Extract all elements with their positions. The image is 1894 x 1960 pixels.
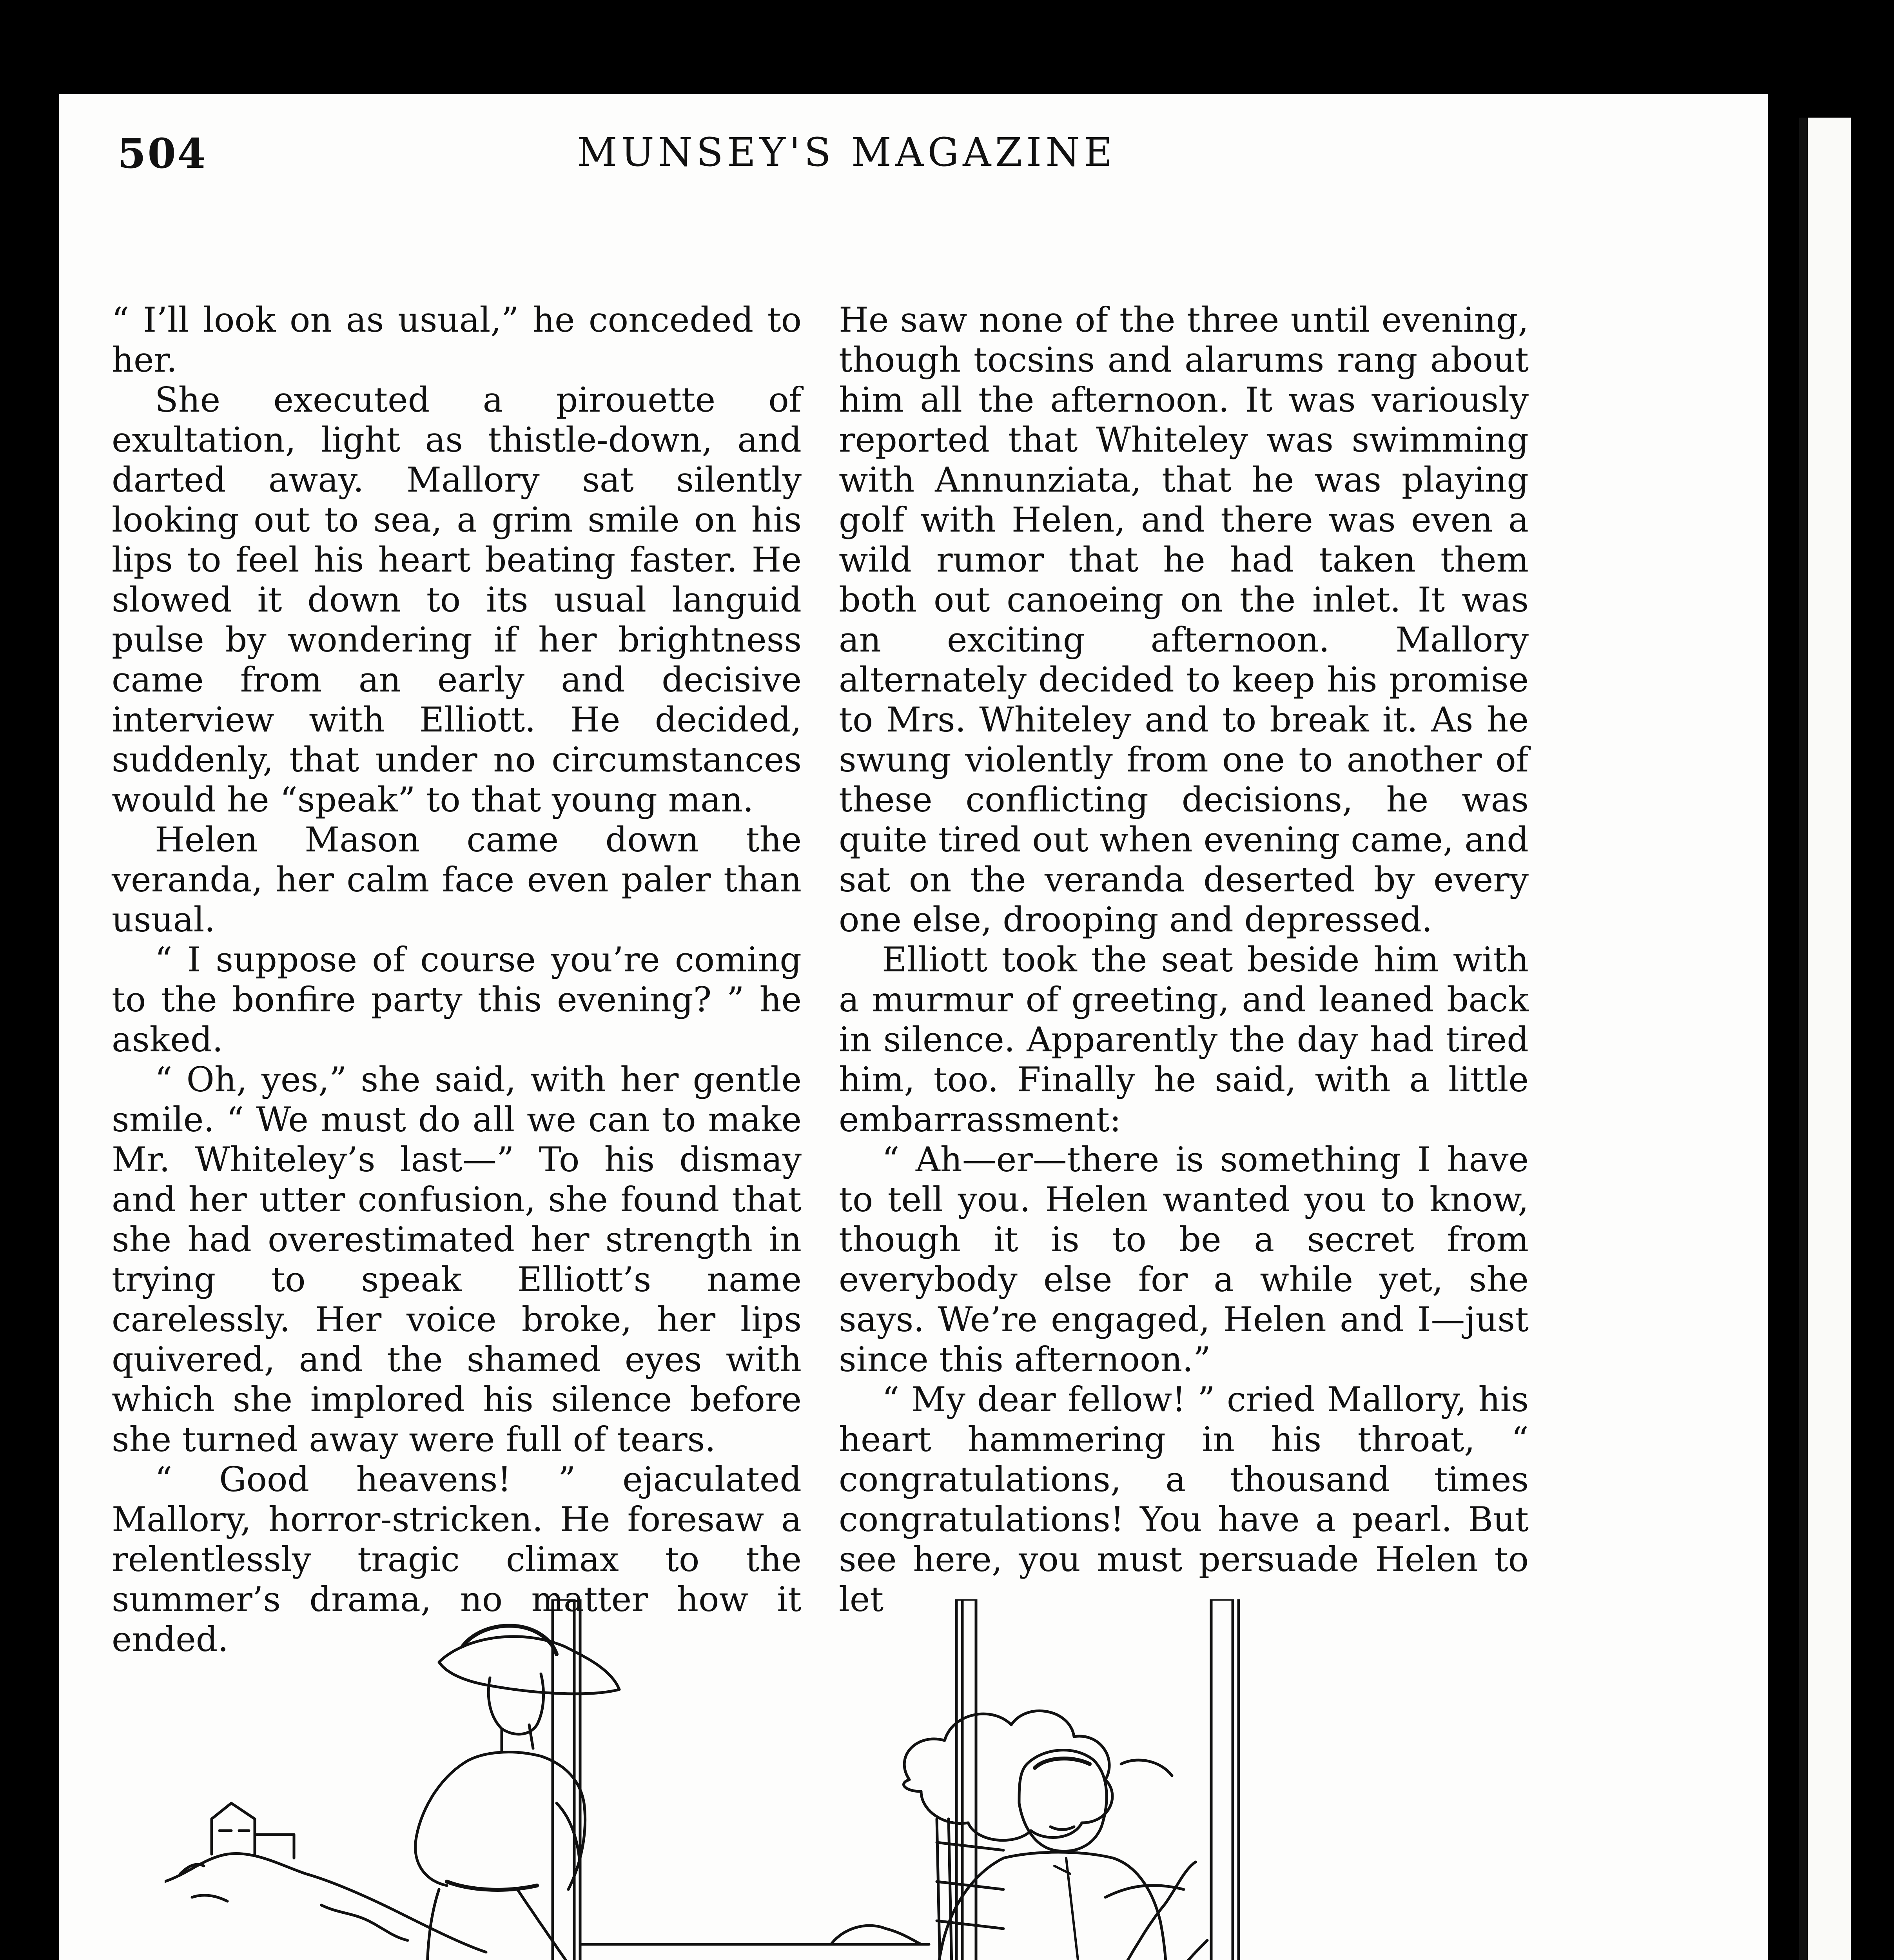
paragraph: “ Good heavens! ” ejaculated Mallory, horror-stricken. He foresaw a relentlessly tragic climax to the summer’s drama, no matter how it ended.	[112, 1459, 802, 1659]
paragraph: She executed a pirouette of exultation, light as thistle-down, and darted away. Mallory sat silently looking out to sea, a grim smile on his lips to feel his heart beating faster. He slowed it down to its usual languid pulse by wondering if her brightness came from an early and decisive interview with Elliott. He decided, suddenly, that under no circumstances would he “speak” to that young man.	[112, 380, 802, 820]
paragraph: “ I’ll look on as usual,” he conceded to her.	[112, 300, 802, 380]
paragraph: He saw none of the three until evening, though tocsins and alarums rang about him all the afternoon. It was variously reported that Whiteley was swimming with Annunziata, that he was playing golf with Helen, and there was even a wild rumor that he had taken them both out canoeing on the inlet. It was an exciting afternoon. Mallory alternately decided to keep his promise to Mrs. Whiteley and to break it. As he swung violently from one to another of these conflicting decisions, he was quite tired out when evening came, and sat on the veranda deserted by every one else, drooping and depressed.	[839, 300, 1529, 940]
hill-house-sketch	[165, 1803, 486, 1952]
shoreline-sketch	[580, 1862, 1207, 1960]
running-title: MUNSEY'S MAGAZINE	[577, 129, 1116, 175]
paragraph: Elliott took the seat beside him with a murmur of greeting, and leaned back in silence. Apparently the day had tired him, too. Finally he said, with a little embarrassment:	[839, 940, 1529, 1140]
cloud-sketch	[904, 1711, 1172, 1840]
left-column	[112, 300, 802, 1659]
woman-figure	[415, 1626, 694, 1960]
paragraph: Helen Mason came down the veranda, her calm face even paler than usual.	[112, 820, 802, 940]
facing-page-edge	[1799, 118, 1851, 1960]
page-number: 504	[118, 129, 208, 178]
veranda-posts	[553, 1599, 1239, 1960]
paragraph: “ I suppose of course you’re coming to the bonfire party this evening? ” he asked.	[112, 940, 802, 1060]
paragraph: “ Oh, yes,” she said, with her gentle smile. “ We must do all we can to make Mr. Whiteley’s last—” To his dismay and her utter confusion, she found that she had overestimated her strength in trying to speak Elliott’s name carelessly. Her voice broke, her lips quivered, and the shamed eyes with which she implored his silence before she turned away were full of tears.	[112, 1060, 802, 1459]
right-column	[839, 300, 1529, 1619]
illustration	[165, 1599, 1435, 1960]
page-header	[118, 129, 1576, 184]
paragraph: “ My dear fellow! ” cried Mallory, his heart hammering in his throat, “ congratulations, a thousand times congratulations! You have a pearl. But see here, you must persuade Helen to let	[839, 1379, 1529, 1619]
paragraph: “ Ah—er—there is something I have to tell you. Helen wanted you to know, though it is to be a secret from everybody else for a while yet, she says. We’re engaged, Helen and I—just since this afternoon.”	[839, 1140, 1529, 1379]
